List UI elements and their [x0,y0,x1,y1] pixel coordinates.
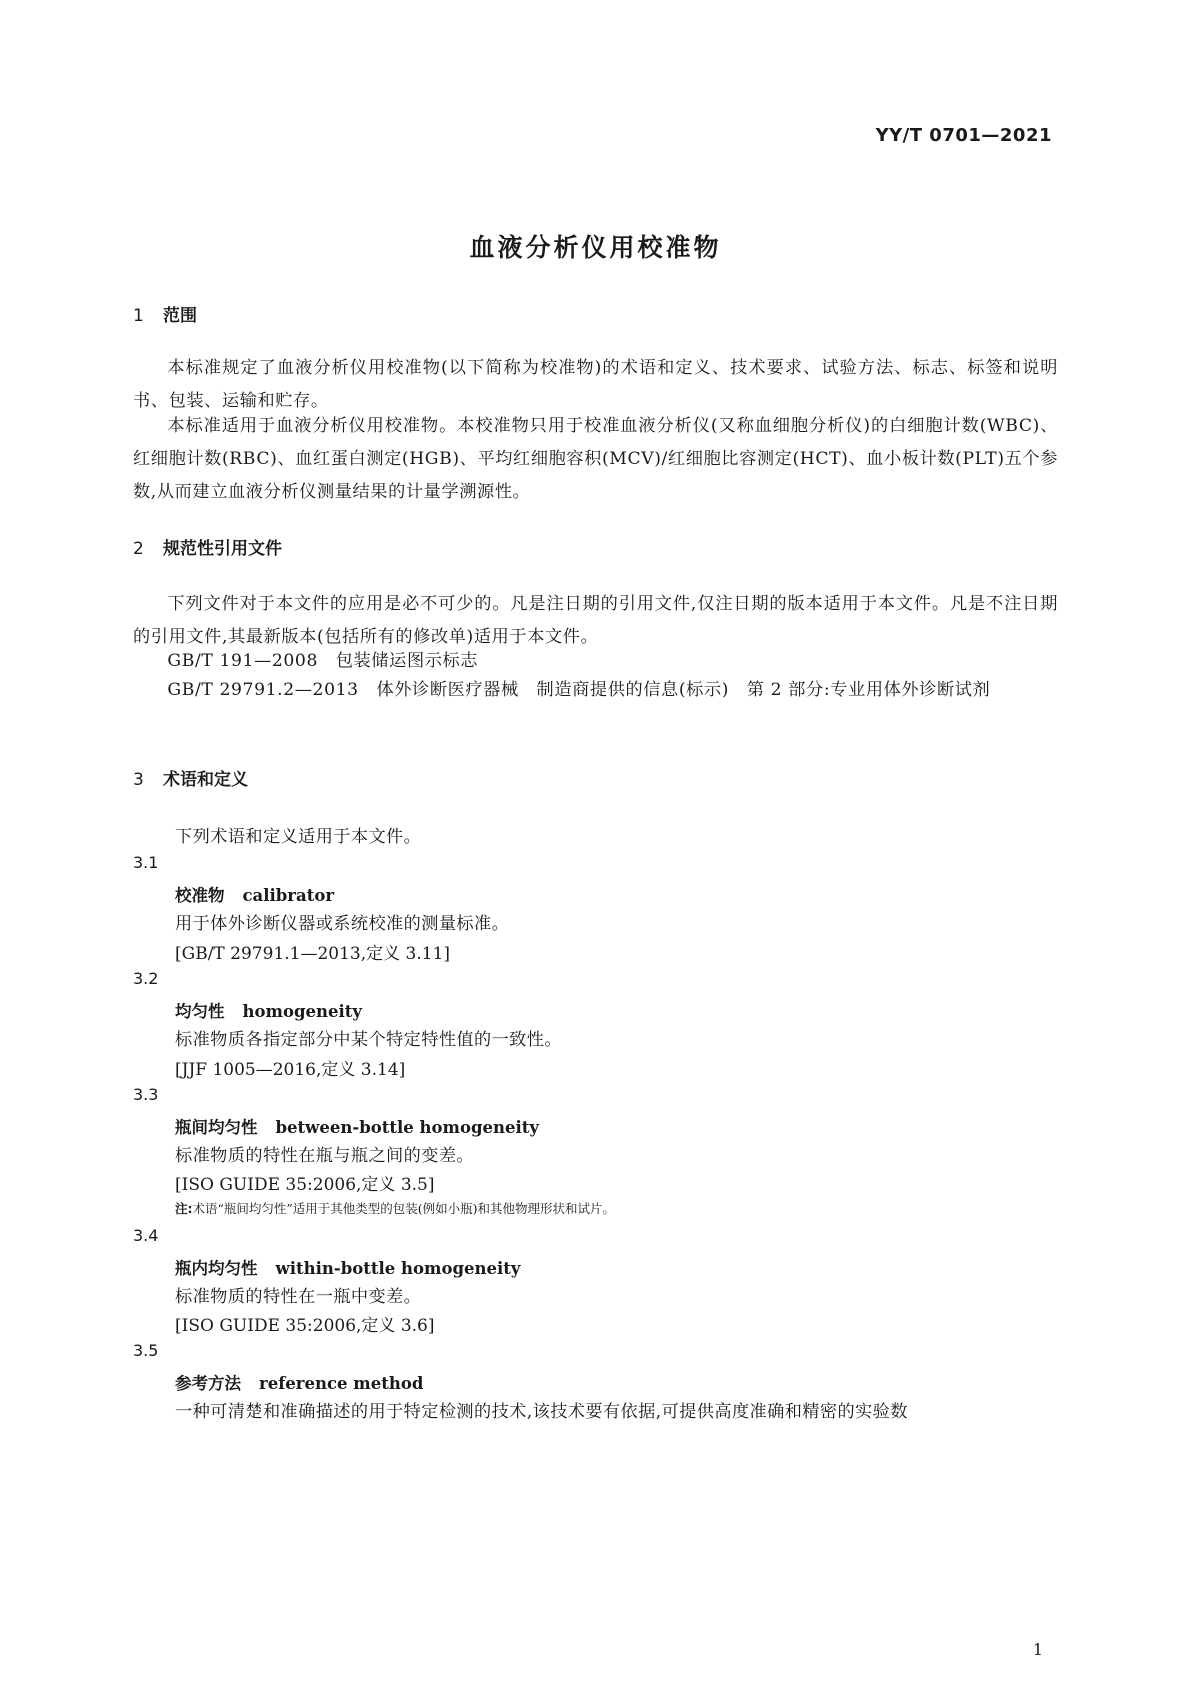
term-number: 3.2 [133,969,159,988]
term-number: 3.3 [133,1085,159,1104]
section-1-paragraph-2: 本标准适用于血液分析仪用校准物。本校准物只用于校准血液分析仪(又称血细胞分析仪)的白细胞计数(WBC)、红细胞计数(RBC)、血红蛋白测定(HGB)、平均红细胞容积(MCV)/红细胞比容测定(HCT)、血小板计数(PLT)五个参数,从而建立血液分析仪测量结果的计量学溯源性。 [133,416,1058,502]
term-name-zh: 校准物 [175,886,225,905]
section-3-heading [133,765,248,790]
section-3-title: 术语和定义 [163,770,248,790]
term-name [175,882,334,906]
section-1-heading [133,301,197,326]
normative-reference-1: GB/T 191—2008 包装储运图示标志 [167,651,479,671]
term-name [175,1114,539,1138]
section-1-title: 范围 [163,306,197,326]
standard-number: YY/T 0701—2021 [875,125,1052,146]
term-source: [JJF 1005—2016,定义 3.14] [175,1060,406,1080]
term-definition: 一种可清楚和准确描述的用于特定检测的技术,该技术要有依据,可提供高度准确和精密的实验数 [175,1402,908,1422]
page-number: 1 [1032,1640,1043,1659]
term-name-en: calibrator [242,886,335,905]
term-definition: 标准物质的特性在一瓶中变差。 [175,1287,422,1307]
section-1-number: 1 [133,306,144,326]
term-number: 3.1 [133,853,159,872]
section-2-title: 规范性引用文件 [163,539,282,559]
term-note-label: 注: [175,1201,193,1216]
term-name-en: between-bottle homogeneity [275,1118,539,1137]
normative-reference-2: GB/T 29791.2—2013 体外诊断医疗器械 制造商提供的信息(标示) 第 2 部分:专业用体外诊断试剂 [167,680,991,700]
term-name-en: homogeneity [242,1002,362,1021]
section-2-paragraph-1: 下列文件对于本文件的应用是必不可少的。凡是注日期的引用文件,仅注日期的版本适用于本文件。凡是不注日期的引用文件,其最新版本(包括所有的修改单)适用于本文件。 [133,594,1058,647]
term-note-text: 术语“瓶间均匀性”适用于其他类型的包装(例如小瓶)和其他物理形状和试片。 [192,1201,616,1216]
term-name-zh: 瓶内均匀性 [175,1259,258,1278]
section-1-paragraph-1: 本标准规定了血液分析仪用校准物(以下简称为校准物)的术语和定义、技术要求、试验方法、标志、标签和说明书、包装、运输和贮存。 [133,358,1058,411]
term-number: 3.4 [133,1226,159,1245]
term-name-en: within-bottle homogeneity [275,1259,521,1278]
term-definition: 标准物质各指定部分中某个特定特性值的一致性。 [175,1030,562,1050]
term-source: [ISO GUIDE 35:2006,定义 3.6] [175,1316,435,1336]
term-name-en: reference method [259,1374,424,1393]
term-name-zh: 瓶间均匀性 [175,1118,258,1137]
term-definition: 用于体外诊断仪器或系统校准的测量标准。 [175,914,510,934]
term-name-zh: 均匀性 [175,1002,225,1021]
section-3-intro: 下列术语和定义适用于本文件。 [175,827,422,847]
document-title: 血液分析仪用校准物 [469,233,722,262]
term-note [175,1199,615,1217]
term-name [175,998,362,1022]
term-name-zh: 参考方法 [175,1374,241,1393]
section-3-number: 3 [133,770,144,790]
term-definition: 标准物质的特性在瓶与瓶之间的变差。 [175,1146,474,1166]
section-2-heading [133,534,282,559]
term-source: [GB/T 29791.1—2013,定义 3.11] [175,944,451,964]
term-source: [ISO GUIDE 35:2006,定义 3.5] [175,1175,435,1195]
term-number: 3.5 [133,1341,159,1360]
term-name [175,1255,520,1279]
term-name [175,1370,423,1394]
section-2-number: 2 [133,539,144,559]
